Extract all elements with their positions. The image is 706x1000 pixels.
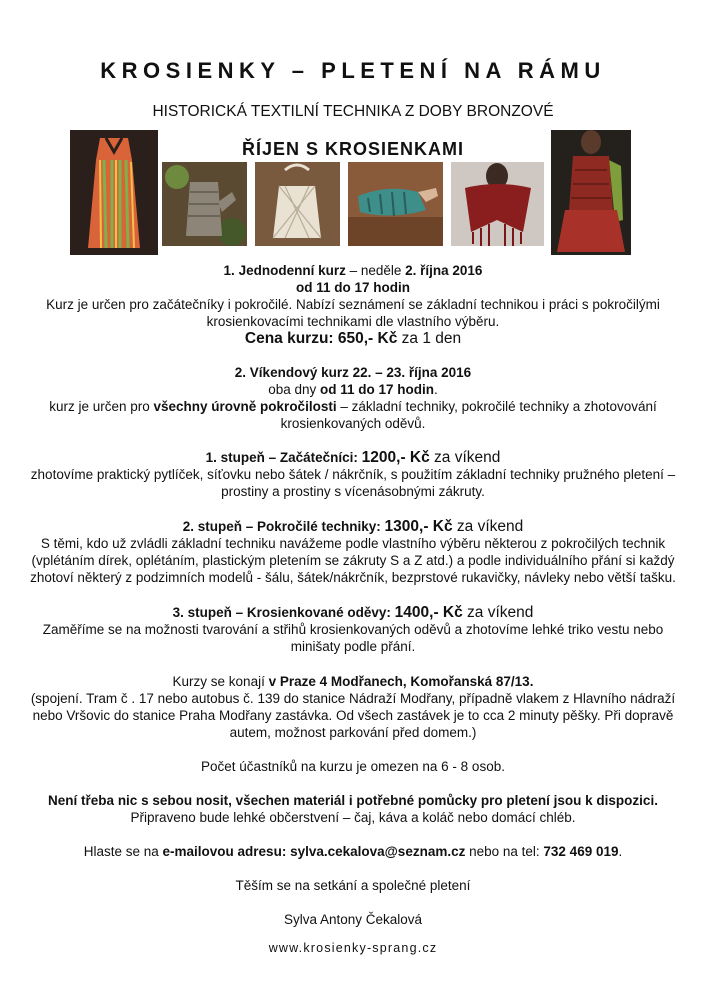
website-link[interactable]: www.krosienky-sprang.cz <box>268 941 438 955</box>
page-title: KROSIENKY – PLETENÍ NA RÁMU <box>100 58 606 83</box>
white-bag-photo <box>255 162 340 246</box>
email-link[interactable]: e-mailovou adresu: sylva.cekalova@seznam.cz <box>162 844 466 859</box>
signature: Sylva Antony Čekalová <box>283 912 423 927</box>
contact-line: Hlaste se na e-mailovou adresu: sylva.cekalova@seznam.cz nebo na tel: 732 469 019. <box>83 844 623 859</box>
phone-number[interactable]: 732 469 019 <box>543 844 619 859</box>
red-vest-photo <box>551 130 631 255</box>
level2-heading: 2. stupeň – Pokročilé techniky: 1300,- Kč za víkend <box>182 518 524 535</box>
closing-line: Těším se na setkání a společné pletení <box>235 878 471 893</box>
level1-description: zhotovíme praktický pytlíček, síťovku nebo šátek / nákrčník, s použitím základní techniky pružného pletení – prostiny a prostiny s vícenásobnými zákruty. <box>30 467 676 499</box>
participants-note: Počet účastníků na kurzu je omezen na 6 - 8 osob. <box>201 759 505 774</box>
level2-description: S těmi, kdo už zvládli základní techniku navážeme podle vlastního výběru některou z pokročilých technik (vplétáním dírek, oplétáním, plastickým pletením se zákruty S a Z atd.) a podle individuálního přání si každý zhotoví některý z podzimních modelů - šálu, šátek/nákrčník, bezprstové rukavičky, návleky nebo větší tašku. <box>30 536 676 585</box>
course1-price: Cena kurzu: 650,- Kč za 1 den <box>244 330 462 347</box>
month-heading: ŘÍJEN S KROSIENKAMI <box>241 139 465 159</box>
page-subtitle: HISTORICKÁ TEXTILNÍ TECHNIKA Z DOBY BRONZOVÉ <box>152 103 554 120</box>
course2-heading: 2. Víkendový kurz 22. – 23. října 2016 <box>234 365 472 380</box>
course2-description: kurz je určen pro všechny úrovně pokročilosti – základní techniky, pokročilé techniky a zhotovování krosienkovaných oděvů. <box>49 399 657 431</box>
level3-description: Zaměříme se na možnosti tvarování a střihů krosienkovaných oděvů a zhotovíme lehké triko vestu nebo minišaty podle přání. <box>42 622 664 654</box>
knitted-dress-photo <box>70 130 158 255</box>
course1-time: od 11 do 17 hodin <box>295 280 410 295</box>
teal-mitten-photo <box>348 162 443 246</box>
course-content <box>30 262 676 957</box>
course2-time: oba dny od 11 do 17 hodin. <box>268 382 438 397</box>
level1-heading: 1. stupeň – Začátečníci: 1200,- Kč za víkend <box>205 449 501 466</box>
gray-mitten-photo <box>162 162 247 246</box>
location-transport: (spojení. Tram č . 17 nebo autobus č. 139 do stanice Nádraží Modřany, případně vlakem z Hlavního nádraží nebo Vršovic do stanice Praha Modřany zastávka. Od všech zastávek je to cca 2 minuty pěšky. Při dopravě autem, možnost parkování před domem.) <box>30 691 676 740</box>
level3-heading: 3. stupeň – Krosienkované oděvy: 1400,- Kč za víkend <box>172 604 534 621</box>
materials-note: Není třeba nic s sebou nosit, všechen materiál i potřebné pomůcky pro pletení jsou k dispozici. Připraveno bude lehké občerstvení – čaj, káva a koláč nebo domácí chléb. <box>48 793 658 825</box>
course1-heading: 1. Jednodenní kurz – neděle 2. října 2016 <box>223 263 483 278</box>
red-shawl-photo <box>451 162 544 246</box>
location-heading: Kurzy se konají v Praze 4 Modřanech, Komořanská 87/13. <box>172 674 534 689</box>
course1-description: Kurz je určen pro začátečníky i pokročilé. Nabízí seznámení se základní technikou i práci s pokročilými krosienkovacími technikami dle vlastního výběru. <box>46 297 660 329</box>
